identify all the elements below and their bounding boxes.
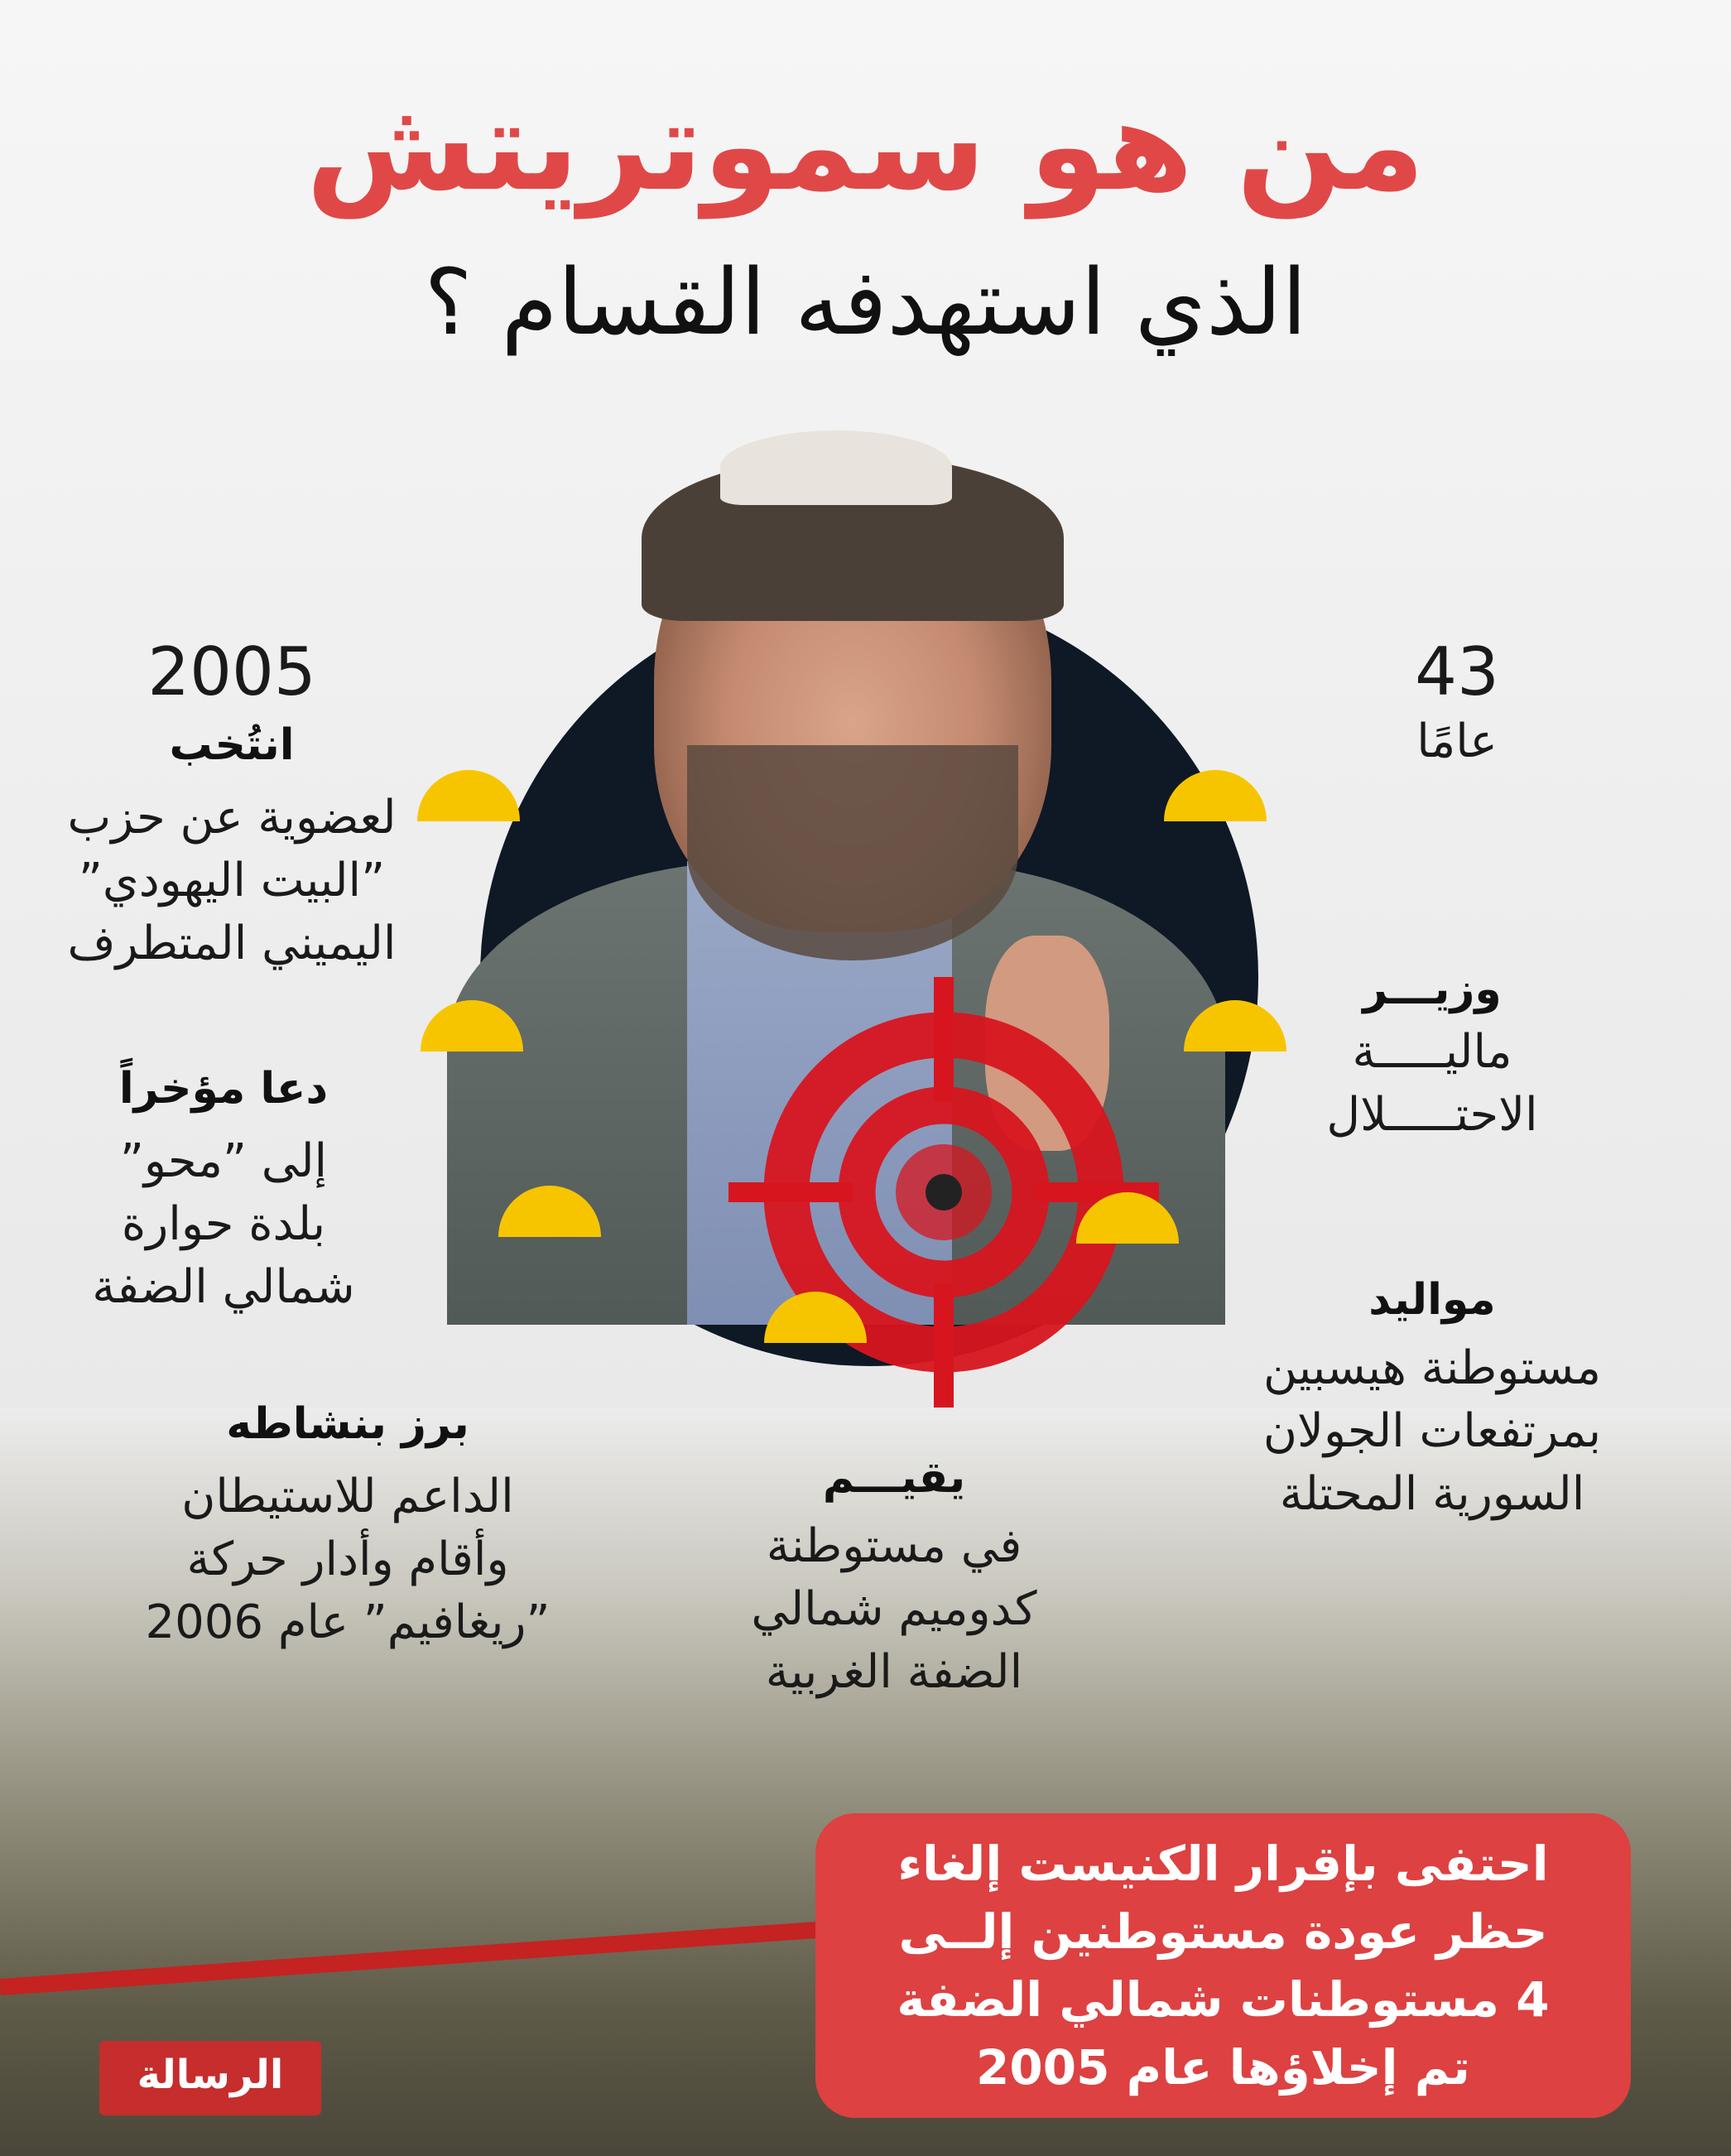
resides-line-3: الضفة الغربية	[765, 1645, 1023, 1699]
resides-line-1: في مستوطنة	[766, 1519, 1022, 1573]
minister-line-2: الاحتـــــلال	[1326, 1088, 1538, 1142]
resides-text	[712, 1515, 1076, 1704]
elected-heading-wrap	[33, 720, 430, 770]
born-heading: مواليد	[1368, 1275, 1496, 1325]
callout-line-2: حظر عودة مستوطنين إلــى	[898, 1903, 1548, 1960]
called-line-1: إلى ”محو”	[119, 1134, 328, 1188]
called-heading-wrap	[50, 1064, 397, 1114]
called-line-3: شمالي الضفة	[92, 1260, 355, 1314]
page-subtitle: الذي استهدفه القسام ؟	[424, 249, 1307, 355]
minister-heading: وزيـــر	[1363, 965, 1502, 1014]
elected-heading: انتُخب	[169, 720, 295, 770]
called-heading: دعا مؤخراً	[118, 1064, 329, 1114]
callout-text	[815, 1830, 1631, 2101]
crosshair-target-icon	[720, 969, 1167, 1416]
elected-line-2: ”البيت اليهودي”	[78, 854, 386, 907]
prominent-heading-wrap	[124, 1399, 571, 1449]
elected-line-1: لعضوية عن حزب	[67, 791, 397, 845]
resides-line-2: كدوميم شمالي	[751, 1582, 1037, 1636]
resides-heading: يقيـــم	[822, 1453, 966, 1503]
age-block	[1341, 633, 1573, 773]
callout-line-4: تم إخلاؤها عام 2005	[976, 2039, 1470, 2096]
resides-heading-wrap	[712, 1453, 1076, 1503]
callout-line-1: احتفى بإقرار الكنيست إلغاء	[897, 1836, 1549, 1892]
brand-logo-text: الرسالة	[137, 2052, 284, 2098]
minister-text	[1275, 1021, 1589, 1147]
minister-line-1: ماليـــــة	[1352, 1025, 1512, 1079]
born-line-2: بمرتفعات الجولان	[1262, 1404, 1602, 1458]
prominent-text	[124, 1465, 571, 1654]
born-heading-wrap	[1209, 1275, 1656, 1325]
elected-year: 2005	[147, 633, 316, 710]
minister-heading-wrap	[1291, 965, 1573, 1014]
prominent-line-2: وأقام وأدار حركة	[186, 1533, 509, 1586]
born-line-3: السورية المحتلة	[1279, 1467, 1585, 1521]
prominent-heading: برز بنشاطه	[226, 1399, 469, 1449]
elected-block	[33, 633, 430, 710]
elected-line-3: اليميني المتطرف	[67, 917, 397, 970]
age-number: 43	[1415, 633, 1499, 710]
portrait-beard	[687, 745, 1018, 960]
prominent-line-1: الداعم للاستيطان	[181, 1470, 514, 1523]
age-label: عامًا	[1416, 715, 1498, 768]
born-line-1: مستوطنة هيسبين	[1263, 1341, 1601, 1395]
born-text	[1209, 1337, 1656, 1526]
elected-text	[33, 787, 430, 975]
called-text	[50, 1130, 397, 1319]
portrait-kippah	[720, 431, 952, 505]
prominent-line-3: ”ريغافيم” عام 2006	[145, 1595, 551, 1649]
page-title: من هو سموتريتش	[305, 75, 1426, 219]
callout-line-3: 4 مستوطنات شمالي الضفة	[897, 1971, 1550, 2028]
called-line-2: بلدة حوارة	[121, 1197, 326, 1251]
